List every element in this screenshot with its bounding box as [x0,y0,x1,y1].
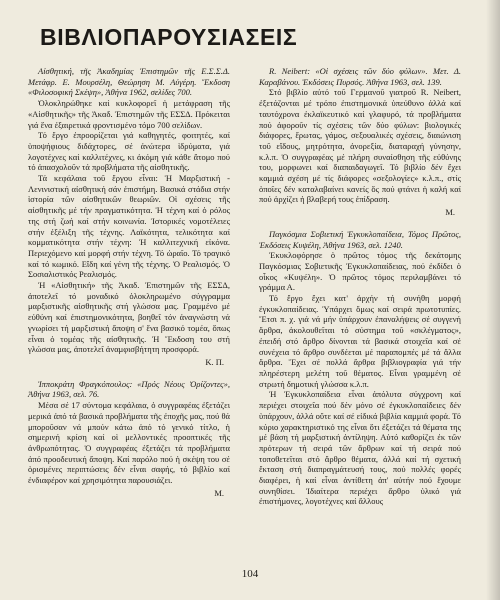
review-heading: Αἰσθητική, τῆς Ἀκαδημίας Ἐπιστημῶν τῆς Ε.Σ.Σ.Δ. Μετάφρ. Ε. Μουρσέλη, Θεώρηση Μ. Αὐγέρη. Ἔκδοση «Φιλοσοφική Σκέψη», Ἀθήνα 1962, σελίδες 700. [28,66,230,98]
review-spacer [28,368,230,379]
review-two-sexes [259,66,461,218]
review-heading: R. Neibert: «Οἱ σχέσεις τῶν δύο φύλων». Μετ. Δ. Καραβάνου. Ἐκδόσεις Πυρσός. Ἀθήνα 1963, σελ. 139. [259,66,461,87]
review-spacer [259,218,461,229]
review-paragraph: Ἡ «Αἰσθητική» τῆς Ἀκαδ. Ἐπιστημῶν τῆς ΕΣΣΔ, ἀποτελεῖ τό μοναδικό ὁλοκληρωμένο σύγγραμμα μαρξιστικῆς αἰσθητικῆς στή γλώσσα μας. Γραμμένο μέ εὐθύνη καί ἐπιστημονικότητα, βοηθεῖ τόν ἀναγνώστη νά γνωρίσει τή μαρξιστική ἄποψη σ' ἕνα βασικό τομέα, ὅπως εἶναι ὁ τομέας τῆς αἰσθητικῆς. Ἡ Ἔκδοση του στή γλώσσα μας, ἀποτελεῖ ἀναμφισβήτητη προσφορά. [28,280,230,355]
review-signature: Μ. [214,487,224,498]
review-heading: Παγκόσμια Σοβιετική Ἐγκυκλοπαίδεια, Τόμος Πρῶτος, Ἐκδόσεις Κυψέλη, Ἀθήνα 1963, σελ. 1240. [259,228,461,250]
review-body [259,250,461,507]
review-paragraph: Ἡ Ἐγκυκλοπαίδεια εἶναι ἀπόλυτα σύγχρονη καί περιέχει στοιχεῖα πού δέν μόνο σέ ἐγκυκλοπαίδειες δέν ὑπάρχουν, ἀλλά οὔτε καί σέ εἰδικά βιβλία καμμιά φορά. Τό κύριο χαρακτηριστικό της εἶναι ὅτι ἐξετάζει τά θέματα της μέ βάση τή μαρξιστική ἀντίληψη. Αὐτό καθορίζει ἐκ τῶν πρότερων τή σειρά τῶν ἄρθρων καί τή σειρά πού τοποθετεῖται στό ἄρθρο θέματα, ἀλλά καί τή σχετική ἔκταση στή διαπραγμάτευσή τους, πού πολλές φορές διαφέρει, ἡ καί εἶναι ἀντίθετη ἀπ' αὐτήν πού ἔχουμε συνηθίσει. Ἰδιαίτερα περιέχει ἄρθρο ὑλικό γιά ἐπιστήμονες, λογοτέχνες καί ἄλλους [259,389,461,507]
page-edge-shadow [486,0,500,600]
review-paragraph: Στό βιβλίο αὐτό τοῦ Γερμανοῦ γιατροῦ R. Neibert, ἐξετάζονται μέ τρόπο ἐπιστημονικά ὑπεύθυνο ἀλλά καί ταυτόχρονα ἐκλαϊκευτικό καί γλαφυρό, τά προβλήματα πού ἀφοροῦν τίς σχέσεις τῶν δύο φύλων: βιολογικές διάφορες, ἔρωτας, γάμος, σεξουαλικές σχέσεις, διαιώνιση τοῦ εἴδους, μητρότητα, ἀνορεξία, διαταραχή γύνησην, κ.λ.π. Ὁ συγγραφέας μέ πλήρη συναίσθηση τῆς εὐθύνης του, μορφωνει καί διαπαιδαγωγεῖ. Τό βιβλίο δέν ἔχει καμμιά σχέση μέ τίς διάφορες «σεξολογίες» κ.λ.π., στίς ὁποῖες δέν καταλαβαίνει κανείς ὅς πού φτάνει ἡ καλή καί πού ἀρχίζει ἡ βλαβερή τους ἐπίδραση. [259,87,461,205]
review-new-horizons [28,379,230,499]
right-column [259,66,461,507]
review-paragraph: Τά κεφάλαια τοῦ ἔργου εἶναι: Ἡ Μαρξιστική - Λενινιστική αἰσθητική σάν ἐπιστήμη. Βασικά στάδια στήν ἱστορία τῶν αἰσθητικῶν θεωριῶν. Οἱ σχέσεις τῆς αἰσθητικῆς μέ τήν πραγματικότητα. Ἡ τέχνη καί ὁ ρόλος της στή ζωή καί στήν κοινωνία. Ἱστορικές νομοτέλειες στήν ἐξέλιξη τῆς τέχνης. Λαϊκότητα, τελικότητα καί κομματικότητα στήν τέχνη: Ἡ καλλιτεχνική εἰκόνα. Περιεχόμενο καί μορφή στήν τέχνη. Τό ὡραῖο. Τό τραγικό καί τό κωμικό. Εἴδη καί γένη τῆς τέχνης. Ὁ Ρεαλισμός. Ὁ Σοσιαλιστικός Ρεαλισμός. [28,173,230,280]
review-signature: Μ. [445,207,455,218]
review-body [28,98,230,355]
page-number: 104 [241,568,259,580]
review-paragraph: Τό ἔργο ἐπροορίζεται γιά καθηγητές, φοιτητές, καί ὑποψήφιους διδάχτορες, σέ ἀνώτερα ἱδρύματα, γιά λογοτέχνες καί καλλιτέχνες, κι ἀκόμη γιά κάθε ἄτομο πού τό ἀπασχολοῦν τά προβλήματα τῆς αἰσθητικῆς. [28,130,230,173]
review-signature: Κ. Π. [205,356,224,367]
review-paragraph: Ἐκυκλοφόρησε ὁ πρῶτος τόμος τῆς δεκάτομης Παγκόσμιας Σοβιετικῆς Ἐγκυκλοπαίδειας, πού ἐκδίδει ὁ οἶκος «Κυψέλη». Ὁ πρῶτος τόμος περιλαμβάνει τό γράμμα Α. [259,250,461,293]
review-paragraph: Ὁλοκληρώθηκε καί κυκλοφορεῖ ἡ μετάφραση τῆς «Αἰσθητικῆς» τῆς Ἀκαδ. Ἐπιστημῶν τῆς ΕΣΣΔ. Πρόκειται γιά ἕνα ἐξαιρετικά φροντισμένο τόμο 700 σελίδων. [28,98,230,130]
left-column [28,66,230,498]
review-heading: Ἰπποκράτη Φραγκόπουλος: «Πρός Νέους Ὁρίζοντες», Ἀθήνα 1963, σελ. 76. [28,378,230,400]
review-aesthetics [28,66,230,368]
review-body [28,400,230,486]
review-encyclopedia [259,229,461,507]
review-body [259,87,461,205]
review-paragraph: Τό ἔργο ἔχει κατ' ἀρχήν τή συνήθη μορφή ἐγκυκλοπαίδειας. Ὑπάρχει ὅμως καί σειρά πρωτοτυπίες. Ἔτσι π. χ. γιά νά μήν ὑπάρχουν ἐπαναλήψεις σέ συγγενή ἄρθρα, ἀκολουθεῖται τό σύστημα τοῦ «σκλέγματος», ἐπειδή στό ἄρθρο δίνονται τά βασικά στοιχεῖα καί σέ συνέχεια τό ἄρθρο συνδέεται μέ παραπομπές μέ τά ἄλλα ἄρθρα. Ἔχει σέ πολλά ἄρθρα βιβλιογραφία γιά τήν πληρέστερη μελέτη τοῦ θέματος. Εἶναι γραμμένη σέ στρωτή δημοτική γλώσσα κ.λ.π. [259,293,461,389]
review-paragraph: Μέσα σέ 17 σύντομα κεφάλαια, ὁ συγγραφέας ἐξετάζει μερικά ἀπό τά βασικά προβλήματα τῆς ἐποχῆς μας, πού θά μποροῦσαν νά μπούν κάτω ἀπό τό γενικό τίτλο, ἡ σημερινή κρίση καί οἱ μελλοντικές προοπτικές τῆς ἀνθρωπότητας. Ὁ συγγραφέας ἐξετάζει τά προβλήματα ἀπό προοδευτική ἄποψη. Καί παρόλο πού ἡ σκέψη του σέ ὁρισμένες περιπτώσεις δέν εἶναι σαφής, τό βιβλίο καί ἐνδιαφέρον καί χρησιμότητα παρουσιάζει. [28,400,230,486]
page-title: ΒΙΒΛΙΟΠΑΡΟΥΣΙΑΣΕΙΣ [40,24,298,50]
